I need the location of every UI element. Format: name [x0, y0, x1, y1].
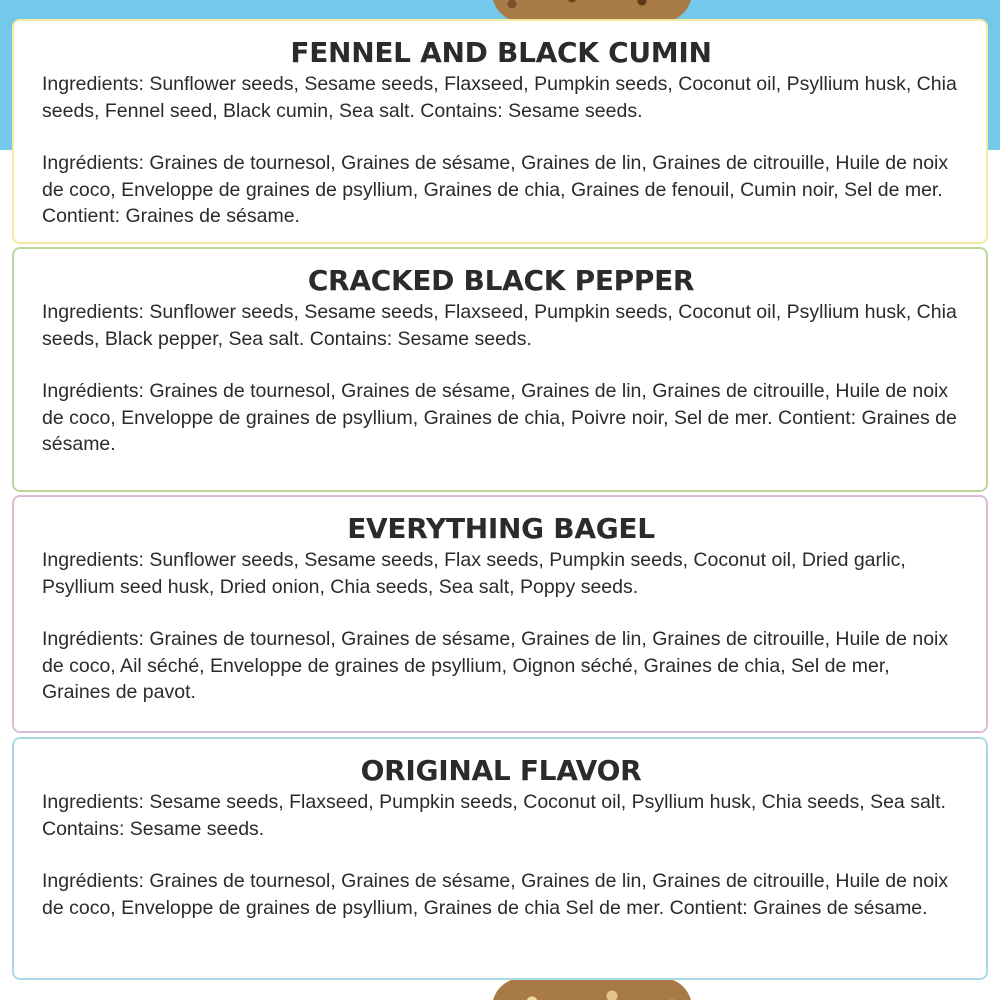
- ingredients-french: Ingrédients: Graines de tournesol, Graines de sésame, Graines de lin, Graines de citrouille, Huile de noix de coco, Enveloppe de graines de psyllium, Graines de chia, Poivre noir, Sel de mer. Contient: Graines de sésame.: [42, 380, 957, 455]
- flavor-title: ORIGINAL FLAVOR: [360, 754, 642, 787]
- flavor-card-cracked-black-pepper: [12, 247, 988, 492]
- ingredients-english: Ingredients: Sunflower seeds, Sesame seeds, Flaxseed, Pumpkin seeds, Coconut oil, Psyllium husk, Chia seeds, Fennel seed, Black cumin, Sea salt. Contains: Sesame seeds.: [42, 73, 957, 122]
- seed-cracker-image-bottom: [492, 978, 692, 1000]
- ingredients-english: Ingredients: Sesame seeds, Flaxseed, Pumpkin seeds, Coconut oil, Psyllium husk, Chia seeds, Sea salt. Contains: Sesame seeds.: [42, 791, 946, 840]
- ingredients-french: Ingrédients: Graines de tournesol, Graines de sésame, Graines de lin, Graines de citrouille, Huile de noix de coco, Enveloppe de graines de psyllium, Graines de chia, Graines de fenouil, Cumin noir, Sel de mer. Contient: Graines de sésame.: [42, 152, 949, 227]
- flavor-card-original-flavor: [12, 737, 988, 980]
- ingredients-french: Ingrédients: Graines de tournesol, Graines de sésame, Graines de lin, Graines de citrouille, Huile de noix de coco, Ail séché, Enveloppe de graines de psyllium, Oignon séché, Graines de chia, Sel de mer, Graines de pavot.: [42, 628, 949, 703]
- ingredients-english: Ingredients: Sunflower seeds, Sesame seeds, Flaxseed, Pumpkin seeds, Coconut oil, Psyllium husk, Chia seeds, Black pepper, Sea salt. Contains: Sesame seeds.: [42, 301, 957, 350]
- flavor-title: EVERYTHING BAGEL: [347, 512, 655, 545]
- flavor-card-everything-bagel: [12, 495, 988, 733]
- ingredients-english: Ingredients: Sunflower seeds, Sesame seeds, Flax seeds, Pumpkin seeds, Coconut oil, Dried garlic, Psyllium seed husk, Dried onion, Chia seeds, Sea salt, Poppy seeds.: [42, 549, 906, 598]
- ingredients-french: Ingrédients: Graines de tournesol, Graines de sésame, Graines de lin, Graines de citrouille, Huile de noix de coco, Enveloppe de graines de psyllium, Graines de chia Sel de mer. Contient: Graines de sésame.: [42, 870, 949, 919]
- flavor-card-fennel-black-cumin: [12, 19, 988, 244]
- flavor-title: CRACKED BLACK PEPPER: [307, 264, 695, 297]
- flavor-title: FENNEL AND BLACK CUMIN: [290, 36, 712, 69]
